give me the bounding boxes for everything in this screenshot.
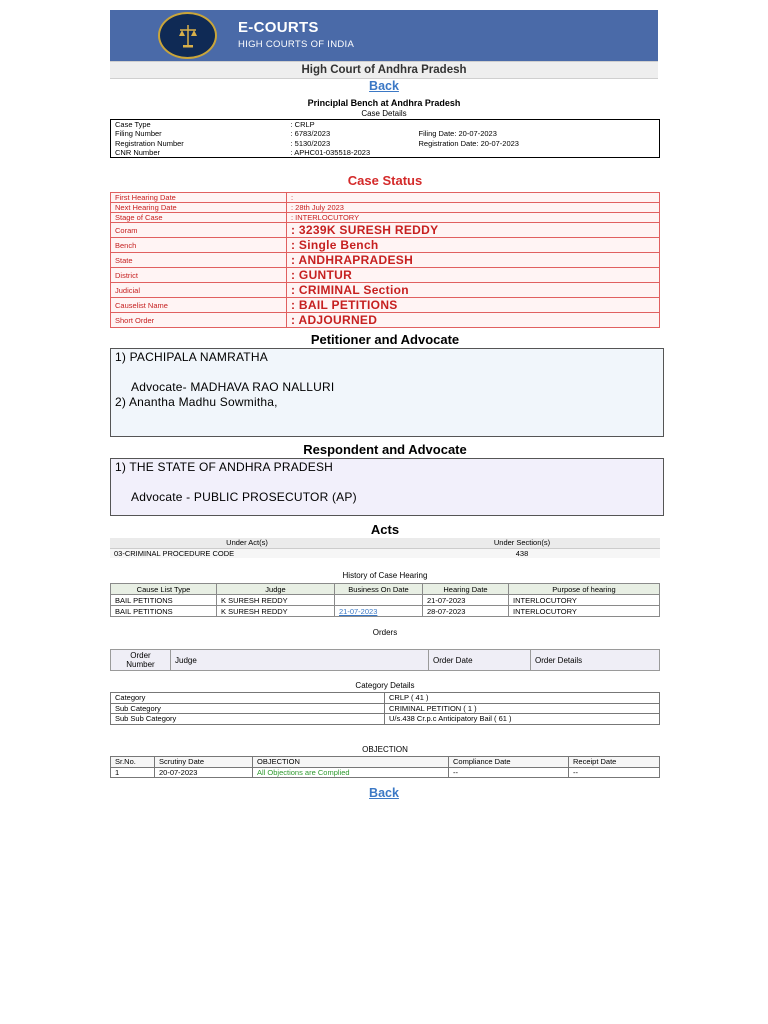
registration-number-value: : 5130/2023 [290,138,331,148]
cnr-value: : APHC01-035518-2023 [290,148,371,157]
registration-date: Registration Date: 20-07-2023 [418,138,519,148]
status-label: Next Hearing Date [111,203,287,213]
table-row [111,606,660,617]
petitioner-box [110,348,664,437]
petitioner-advocate: Advocate- MADHAVA RAO NALLURI [131,380,335,394]
history-cell: K SURESH REDDY [217,595,335,606]
case-type-value: : CRLP [290,120,315,129]
acts-table [110,538,660,558]
acts-title: Acts [370,522,400,537]
history-title: History of Case Hearing [342,571,428,580]
history-col: Cause List Type [111,584,217,595]
orders-col-number-line2: Number [126,660,155,669]
objection-col: Sr.No. [111,757,155,768]
emblem-logo [158,12,217,59]
filing-date: Filing Date: 20-07-2023 [418,129,497,139]
history-cell: INTERLOCUTORY [509,595,660,606]
back-link-bottom[interactable]: Back [369,786,399,800]
history-cell: INTERLOCUTORY [509,606,660,617]
category-label: Sub Sub Category [111,714,385,725]
status-label: Stage of Case [111,213,287,223]
site-title: E-COURTS [238,19,319,36]
category-value: CRLP ( 41 ) [385,693,660,704]
respondent-title: Respondent and Advocate [303,442,467,457]
category-title: Category Details [355,681,415,690]
petitioner-title: Petitioner and Advocate [310,332,460,347]
history-cell: 21-07-2023 [423,595,509,606]
history-col: Judge [217,584,335,595]
status-label: Judicial [111,283,287,298]
status-label: First Hearing Date [111,193,287,203]
objection-cell: -- [569,767,660,778]
status-value: : Single Bench [287,238,660,253]
filing-number-value: : 6783/2023 [290,129,331,139]
petitioner-2: 2) Anantha Madhu Sowmitha, [115,395,278,409]
objection-table [110,756,660,778]
category-value: U/s.438 Cr.p.c Anticipatory Bail ( 61 ) [385,714,660,725]
table-row [111,714,660,725]
case-details-title: Case Details [361,109,407,118]
case-status-table [110,192,660,328]
act-section: 438 [384,548,660,558]
respondent-1: 1) THE STATE OF ANDHRA PRADESH [115,460,334,474]
registration-number-label: Registration Number [115,138,184,148]
status-value: : 3239K SURESH REDDY [287,223,660,238]
respondent-advocate: Advocate - PUBLIC PROSECUTOR (AP) [131,490,357,504]
filing-number-label: Filing Number [115,129,162,139]
table-row [111,693,660,704]
history-col: Business On Date [335,584,423,595]
orders-col-judge: Judge [171,650,429,671]
orders-col-date: Order Date [429,650,531,671]
objection-col: OBJECTION [253,757,449,768]
history-col: Hearing Date [423,584,509,595]
orders-col-number-line1: Order [130,651,151,660]
case-status-title: Case Status [347,173,423,188]
petitioner-1: 1) PACHIPALA NAMRATHA [115,350,268,364]
scales-of-justice-icon [178,23,198,49]
history-cell [335,595,423,606]
status-value: : 28th July 2023 [287,203,660,213]
history-cell: K SURESH REDDY [217,606,335,617]
back-link-top[interactable]: Back [369,79,399,93]
status-label: Causelist Name [111,298,287,313]
category-label: Category [111,693,385,704]
table-row [111,703,660,714]
history-cell: BAIL PETITIONS [111,606,217,617]
objection-col: Scrutiny Date [155,757,253,768]
objection-col: Compliance Date [449,757,569,768]
history-cell: 28-07-2023 [423,606,509,617]
act-name: 03-CRIMINAL PROCEDURE CODE [110,548,384,558]
history-table [110,583,660,617]
ecourts-header [110,10,658,61]
objection-col: Receipt Date [569,757,660,768]
history-business-date-cell [335,606,423,617]
status-label: Coram [111,223,287,238]
objection-cell: 1 [111,767,155,778]
respondent-box [110,458,664,516]
orders-title: Orders [372,628,398,637]
acts-col-section: Under Section(s) [384,538,660,548]
orders-table [110,649,660,671]
case-details-table [110,119,660,158]
orders-col-details: Order Details [531,650,660,671]
status-value: : ADJOURNED [287,313,660,328]
status-value: : GUNTUR [287,268,660,283]
orders-col-number [111,650,171,671]
status-value: : INTERLOCUTORY [287,213,660,223]
business-date-link[interactable]: 21-07-2023 [339,606,378,616]
status-value: : CRIMINAL Section [287,283,660,298]
case-type-label: Case Type [115,120,151,129]
court-name-bar: High Court of Andhra Pradesh [110,61,658,79]
objection-title: OBJECTION [362,745,408,754]
history-col: Purpose of hearing [509,584,660,595]
bench-title: Principlal Bench at Andhra Pradesh [307,98,461,108]
site-subtitle: HIGH COURTS OF INDIA [238,39,355,50]
status-label: Short Order [111,313,287,328]
status-label: Bench [111,238,287,253]
acts-col-act: Under Act(s) [110,538,384,548]
objection-status: All Objections are Complied [253,767,449,778]
objection-cell: 20-07-2023 [155,767,253,778]
table-row [111,595,660,606]
status-label: State [111,253,287,268]
objection-cell: -- [449,767,569,778]
category-table [110,692,660,725]
status-value: : [287,193,660,203]
cnr-label: CNR Number [115,148,161,157]
category-label: Sub Category [111,703,385,714]
status-value: : ANDHRAPRADESH [287,253,660,268]
history-cell: BAIL PETITIONS [111,595,217,606]
status-label: District [111,268,287,283]
category-value: CRIMINAL PETITION ( 1 ) [385,703,660,714]
table-row [111,767,660,778]
status-value: : BAIL PETITIONS [287,298,660,313]
